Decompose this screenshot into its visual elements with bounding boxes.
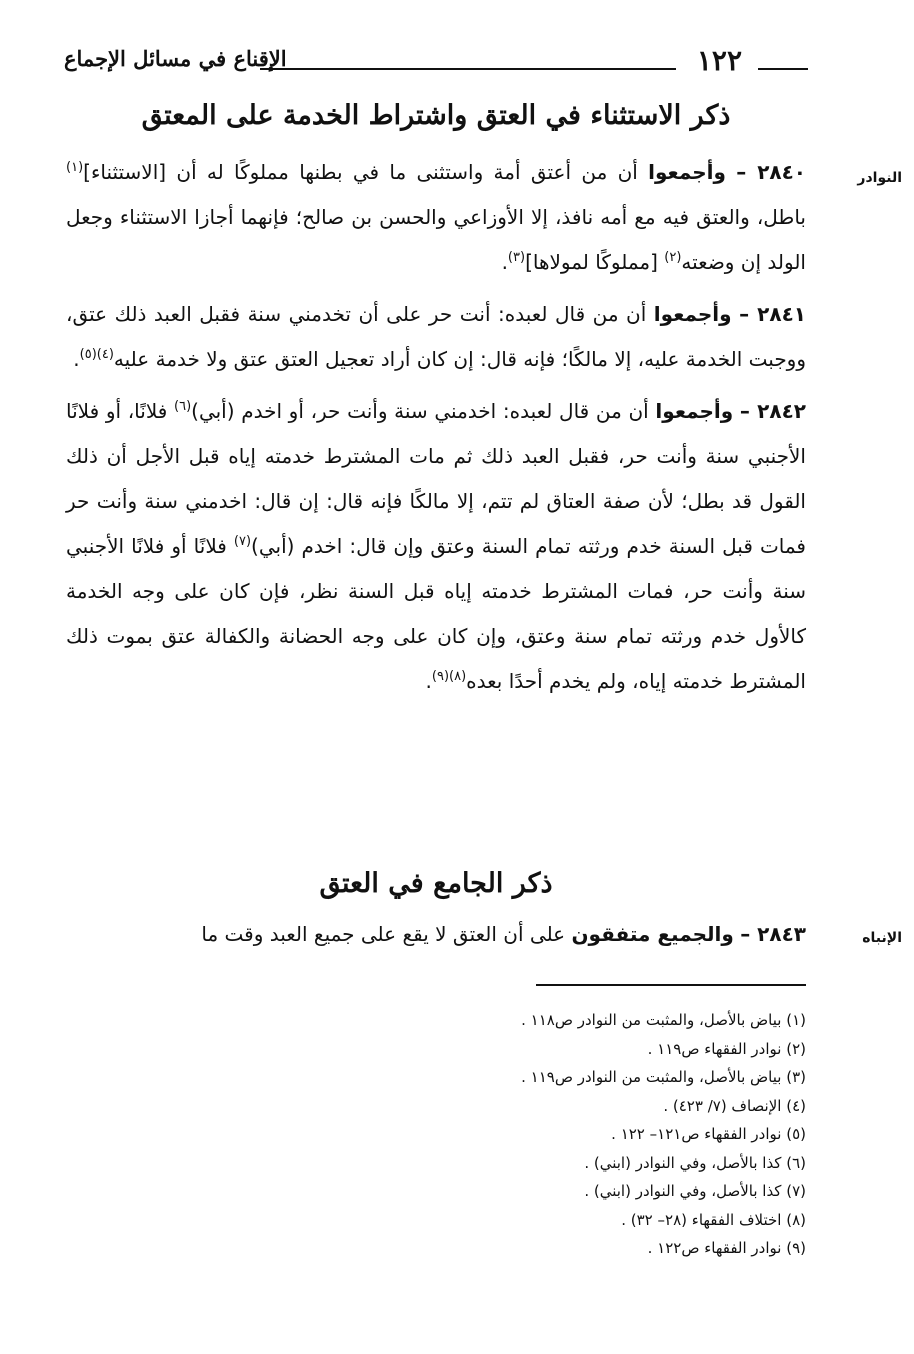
page-number: ١٢٢ (696, 44, 742, 77)
entry-text: أن من قال لعبده: أنت حر على أن تخدمني سنة فقبل العبد ذلك عتق، ووجبت الخدمة عليه، إلا مالكًا؛ فإنه قال: إن كان أراد تعجيل العتق عتق ولا خدمة عليه (66, 302, 806, 371)
footnote-5: (٥) نوادر الفقهاء ص١٢١– ١٢٢ . (611, 1125, 806, 1143)
footnote-1: (١) بياض بالأصل، والمثبت من النوادر ص١١٨ . (521, 1011, 806, 1029)
entry-number: ٢٨٤٣ – (740, 922, 806, 946)
footnote-7: (٧) كذا بالأصل، وفي النوادر (ابني) . (584, 1182, 806, 1200)
footnote-8: (٨) اختلاف الفقهاء (٢٨– ٣٢) . (621, 1210, 806, 1229)
entry-number: ٢٨٤٠ – (736, 160, 807, 184)
entry-lead-word: وأجمعوا (655, 399, 734, 423)
header-rule-long (260, 68, 676, 70)
entry-lead-word: وأجمعوا (648, 160, 726, 184)
footnote-4: (٤) الإنصاف (٧/ ٤٢٣) . (663, 1096, 806, 1115)
footnote-ref: (٤)(٥) (79, 347, 114, 362)
entry-2842 (66, 389, 806, 704)
footnote-2: (٢) نوادر الفقهاء ص١١٩ . (647, 1039, 806, 1058)
margin-note-inbah: الإنباه (862, 930, 902, 946)
running-title: الإقناع في مسائل الإجماع (64, 46, 287, 71)
entry-text: فلانًا أو فلانًا الأجنبي سنة وأنت حر، فمات المشترط خدمته إياه قبل السنة نظر، فإن كان على وجه الخدمة كالأول خدم ورثته تمام سنة وعتق، وإن كان على وجه الحضانة والكفالة عتق بموت ذلك المشترط خدمته إياه، ولم يخدم أحدًا بعده (66, 534, 806, 693)
entry-text: أن من قال لعبده: اخدمني سنة وأنت حر، أو اخدم (أبي) (191, 399, 656, 423)
entry-text: فلانًا، أو فلانًا الأجنبي سنة وأنت حر، فقبل العبد ذلك ثم مات المشترط خدمته إياه قبل الأجل أن ذلك القول قد بطل؛ لأن صفة العتاق لم تتم، إلا مالكًا فإنه قال: إن قال: اخدمني سنة وأنت حر فمات قبل السنة خدم ورثته تمام السنة وعتق وإن قال: اخدم (أبي) (66, 399, 806, 558)
entry-2840 (66, 150, 806, 285)
footnote-6: (٦) كذا بالأصل، وفي النوادر (ابني) . (584, 1153, 806, 1172)
footnote-separator (536, 984, 806, 986)
entry-2841 (66, 292, 806, 382)
entry-number: ٢٨٤١ – (739, 302, 806, 326)
section-heading-comprehensive: ذكر الجامع في العتق (319, 868, 553, 899)
entry-lead-word: والجميع متفقون (571, 922, 734, 946)
footnote-ref: (٦) (174, 399, 192, 414)
entry-2843 (66, 922, 806, 946)
footnote-9: (٩) نوادر الفقهاء ص١٢٢ . (647, 1239, 806, 1257)
footnote-ref: (٣) (507, 250, 526, 265)
footnote-ref: (٧) (233, 534, 252, 549)
entry-text: باطل، والعتق فيه مع أمه نافذ، إلا الأوزاعي والحسن بن صالح؛ فإنهما أجازا الاستثناء وجعل الولد إن وضعته (66, 205, 806, 274)
margin-note-nawadir: النوادر (857, 170, 902, 186)
footnote-ref: (٢) (664, 250, 682, 265)
entry-number: ٢٨٤٢ – (739, 399, 806, 423)
entry-lead-word: وأجمعوا (653, 302, 732, 326)
running-header (64, 44, 808, 86)
footnote-ref: (٨)(٩) (431, 669, 467, 684)
entry-text: . (73, 347, 80, 371)
main-text (66, 150, 806, 711)
entry-text: على أن العتق لا يقع على جميع العبد وقت ما (201, 922, 572, 946)
footnote-ref: (١) (66, 160, 84, 175)
header-rule-short (758, 68, 808, 70)
entry-text: . (501, 250, 508, 274)
section-heading-exception: ذكر الاستثناء في العتق واشتراط الخدمة على المعتق (141, 100, 731, 131)
entry-text: [مملوكًا لمولاها] (525, 250, 665, 274)
footnotes (366, 1006, 806, 1263)
entry-text: . (425, 669, 432, 693)
entry-text: أن من أعتق أمة واستثنى ما في بطنها مملوكًا له أن [الاستثناء] (83, 160, 649, 184)
footnote-3: (٣) بياض بالأصل، والمثبت من النوادر ص١١٩ . (521, 1068, 806, 1086)
